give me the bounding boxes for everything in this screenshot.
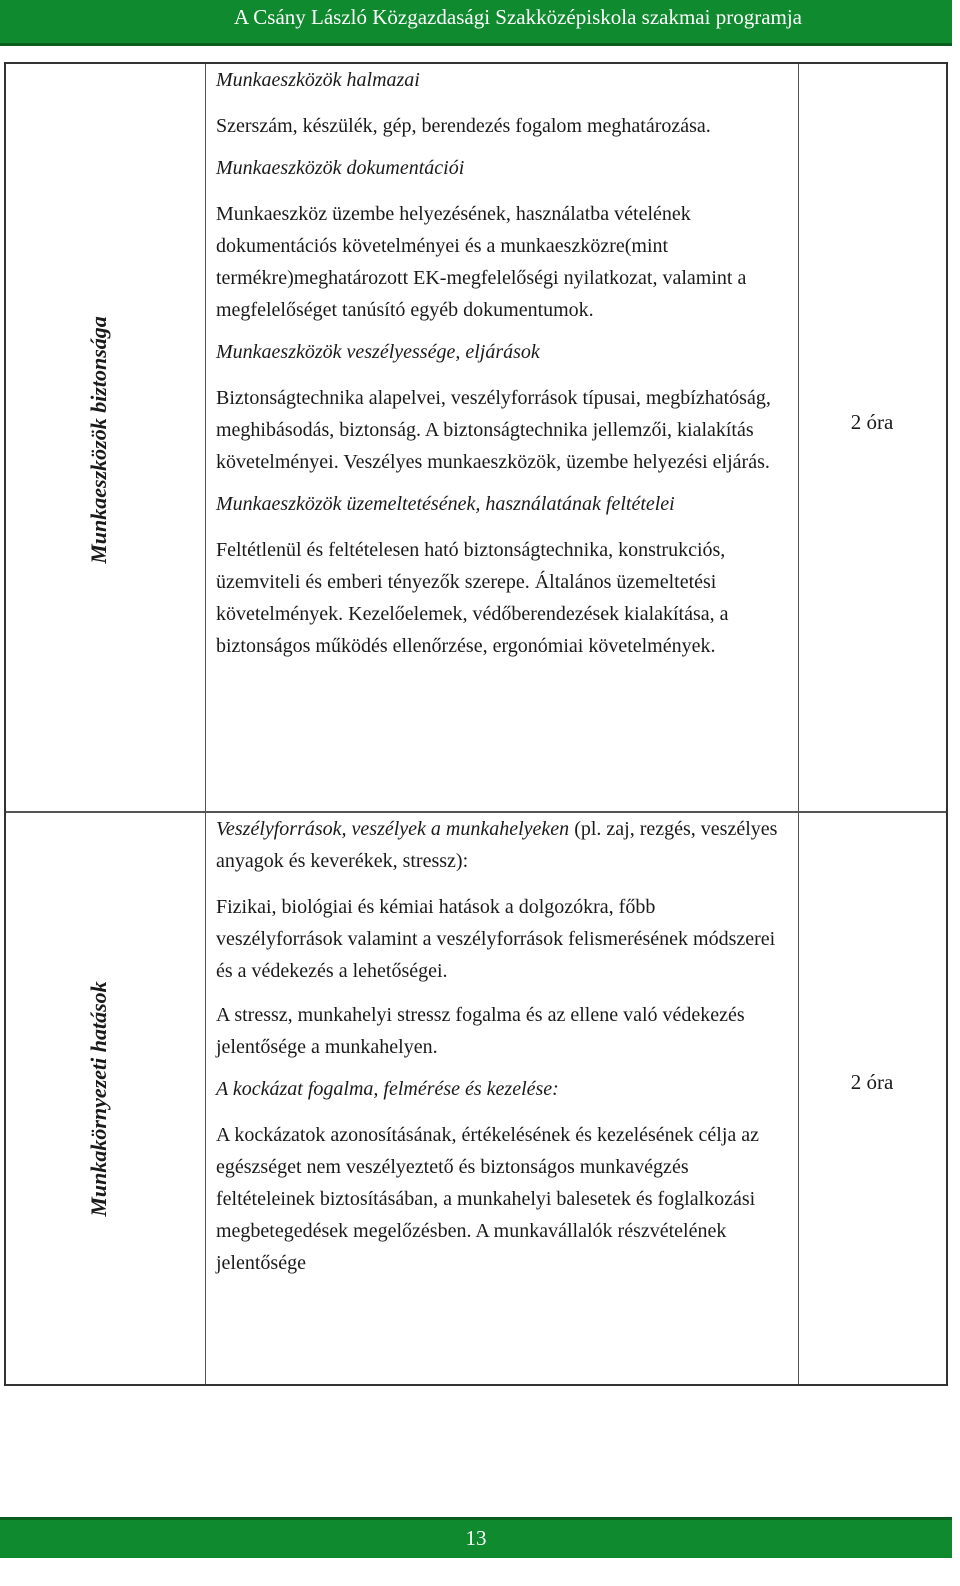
topic-heading-line [216, 813, 786, 877]
topic-heading: Munkaeszközök veszélyessége, eljárások [216, 341, 540, 363]
column-divider [205, 64, 206, 1384]
topic-heading-suffix: (pl. zaj, rezgés, veszélyes anyagok és keverékek, stressz): [216, 818, 778, 872]
topic-heading: Munkaeszközök dokumentációi [216, 157, 465, 179]
hours-value: 2 óra [850, 410, 894, 434]
topic-text: A kockázatok azonosításának, értékelésének és kezelésének célja az egészséget nem veszélyeztető és biztonságos munkavégzés feltételeinek biztosításában, a munkahelyi balesetek és foglalkozási megbetegedések megelőzésben. A munkavállalók részvételének jelentősége [216, 1124, 760, 1274]
topic-heading: Munkaeszközök üzemeltetésének, használatának feltételei [216, 493, 675, 515]
row-label-munkakornyezeti-hatasok: Munkakörnyezeti hatások [86, 981, 111, 1217]
hours-value: 2 óra [850, 1070, 894, 1094]
row-1-content [216, 64, 786, 662]
topic-text: Feltétlenül és feltételesen ható biztonságtechnika, konstrukciós, üzemviteli és emberi tényezők szerepe. Általános üzemeltetési követelmények. Kezelőelemek, védőberendezések kialakítása, a biztonságos működés ellenőrzése, ergonómiai követelmények. [216, 539, 729, 657]
topic-heading: A kockázat fogalma, felmérése és kezelése: [216, 1078, 559, 1100]
topic-heading: Veszélyforrások, veszélyek a munkahelyeken [216, 818, 570, 840]
topic-text: Biztonságtechnika alapelvei, veszélyforrások típusai, megbízhatóság, meghibásodás, biztonság. A biztonságtechnika jellemzői, kialakítás követelményei. Veszélyes munkaeszközök, üzembe helyezési eljárás. [216, 387, 771, 473]
page-footer [0, 1517, 952, 1558]
topic-text: Munkaeszköz üzembe helyezésének, használatba vételének dokumentációs követelményei és a munkaeszközre(mint termékre)meghatározott EK-megfelelőségi nyilatkozat, valamint a megfelelőséget tanúsító egyéb dokumentumok. [216, 203, 747, 321]
row-2-content [216, 813, 786, 1279]
topic-heading: Munkaeszközök halmazai [216, 69, 420, 91]
topic-text: Fizikai, biológiai és kémiai hatások a dolgozókra, főbb veszélyforrások valamint a veszélyforrások felismerésének módszerei és a védekezés a lehetőségei. [216, 896, 776, 982]
row-label-munkaeszkozok-biztonsaga: Munkaeszközök biztonsága [86, 316, 111, 564]
topic-text: A stressz, munkahelyi stressz fogalma és az ellene való védekezés jelentősége a munkahelyen. [216, 1004, 745, 1058]
header-title: A Csány László Közgazdasági Szakközépiskola szakmai programja [234, 5, 802, 29]
page-header [0, 0, 952, 46]
topic-text: Szerszám, készülék, gép, berendezés fogalom meghatározása. [216, 115, 711, 137]
column-divider [798, 64, 799, 1384]
page-number: 13 [465, 1526, 487, 1550]
